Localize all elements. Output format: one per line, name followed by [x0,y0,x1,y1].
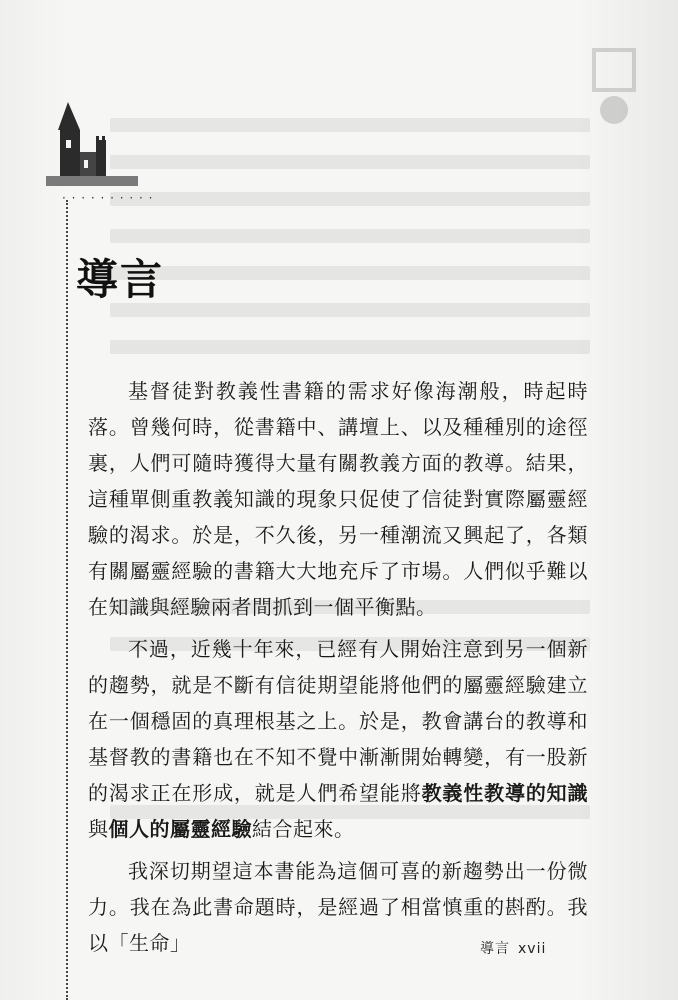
footer-label: 導言 [480,941,510,957]
castle-tower-icon [46,100,138,186]
paragraph-2-ending: 結合起來。 [252,817,355,841]
corner-ornament-icon [584,40,644,130]
page-number: xvii [518,941,547,957]
paragraph-1: 基督徒對教義性書籍的需求好像海潮般，時起時落。曾幾何時，從書籍中、講壇上、以及種種別的途徑裏，人們可隨時獲得大量有關教義方面的教導。結果，這種單側重教義知識的現象只促使了信徒對實際屬靈經驗的渴求。於是，不久後，另一種潮流又興起了，各類有關屬靈經驗的書籍大大地充斥了市場。人們似乎難以在知識與經驗兩者間抓到一個平衡點。 [88,379,588,619]
paragraph-3: 我深切期望這本書能為這個可喜的新趨勢出一份微力。我在為此書命題時，是經過了相當慎重的斟酌。我以「生命」 [88,859,588,955]
paragraph-2-text: 不過，近幾十年來，已經有人開始注意到另一個新的趨勢，就是不斷有信徒期望能將他們的屬靈經驗建立在一個穩固的真理根基之上。於是，教會講台的教導和基督教的書籍也在不知不覺中漸漸開始轉變，有一股新的渴求正在形成，就是人們希望能將 [88,637,588,805]
chapter-title: 導言 [76,255,165,304]
page-footer [480,938,546,958]
emphasis-doctrinal-knowledge: 教義性教導的知識 [421,781,589,805]
paragraph-2 [88,631,588,847]
paragraph-2-conjunction: 與 [88,817,109,841]
dotted-ornament: · · · · · · · · · · [62,191,154,205]
dotted-margin-rule [66,200,68,1000]
body-text [88,373,588,961]
emphasis-personal-experience: 個人的屬靈經驗 [108,817,252,841]
